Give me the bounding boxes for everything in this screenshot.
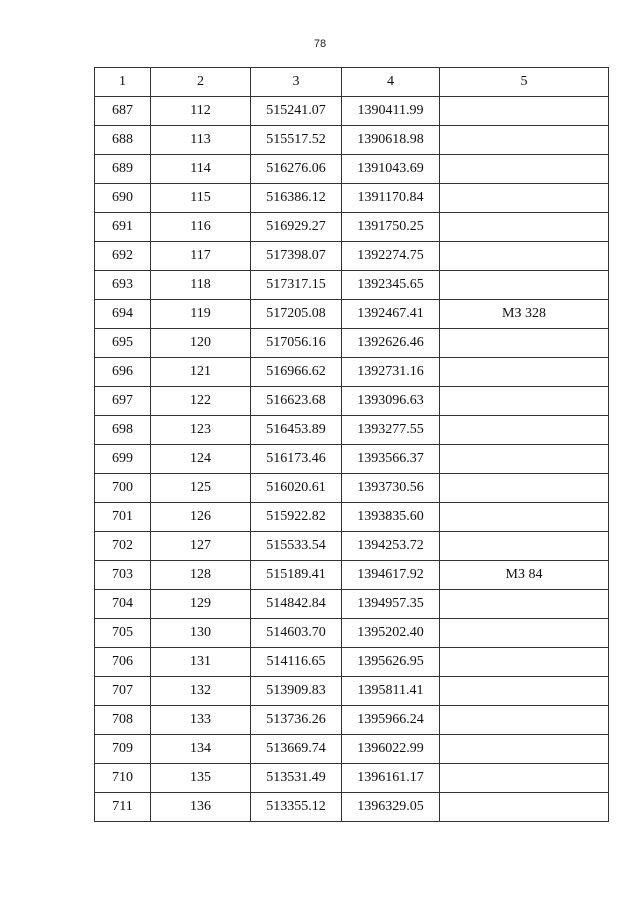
table-cell: 129 xyxy=(151,590,251,619)
table-cell: 1392467.41 xyxy=(342,300,440,329)
table-cell: 690 xyxy=(95,184,151,213)
table-cell: 1391043.69 xyxy=(342,155,440,184)
table-cell: 135 xyxy=(151,764,251,793)
table-cell: 1393730.56 xyxy=(342,474,440,503)
table-header xyxy=(95,68,609,97)
table-row xyxy=(95,155,609,184)
table-cell: 1393277.55 xyxy=(342,416,440,445)
table-cell: 517056.16 xyxy=(251,329,342,358)
column-header: 2 xyxy=(151,68,251,97)
table-cell: 705 xyxy=(95,619,151,648)
table-cell xyxy=(440,184,609,213)
table-row xyxy=(95,300,609,329)
table-cell: 118 xyxy=(151,271,251,300)
table-cell xyxy=(440,619,609,648)
table-cell: 513531.49 xyxy=(251,764,342,793)
table-cell: 1390411.99 xyxy=(342,97,440,126)
table-cell: 1394253.72 xyxy=(342,532,440,561)
table-row xyxy=(95,97,609,126)
table-cell: 123 xyxy=(151,416,251,445)
table-cell: 517205.08 xyxy=(251,300,342,329)
table-cell: 515517.52 xyxy=(251,126,342,155)
table-cell: 514842.84 xyxy=(251,590,342,619)
table-cell xyxy=(440,764,609,793)
table-cell: 113 xyxy=(151,126,251,155)
table-cell xyxy=(440,503,609,532)
table-row xyxy=(95,416,609,445)
column-header: 1 xyxy=(95,68,151,97)
table-row xyxy=(95,677,609,706)
table-row xyxy=(95,445,609,474)
table-cell: 1393096.63 xyxy=(342,387,440,416)
table-cell xyxy=(440,213,609,242)
table-cell xyxy=(440,271,609,300)
table-row xyxy=(95,503,609,532)
table-row xyxy=(95,590,609,619)
table-cell: 700 xyxy=(95,474,151,503)
table-cell xyxy=(440,126,609,155)
table-cell: 132 xyxy=(151,677,251,706)
table-cell: 1396161.17 xyxy=(342,764,440,793)
table-cell: 515241.07 xyxy=(251,97,342,126)
table-cell xyxy=(440,590,609,619)
table-cell: 1396022.99 xyxy=(342,735,440,764)
table-cell: 115 xyxy=(151,184,251,213)
table-cell: 704 xyxy=(95,590,151,619)
table-cell xyxy=(440,97,609,126)
table-cell: 710 xyxy=(95,764,151,793)
table-cell: МЗ 84 xyxy=(440,561,609,590)
table-cell: 1391170.84 xyxy=(342,184,440,213)
table-row xyxy=(95,706,609,735)
table-cell: 133 xyxy=(151,706,251,735)
table-cell: 125 xyxy=(151,474,251,503)
table-row xyxy=(95,358,609,387)
table-row xyxy=(95,793,609,822)
table-cell: 709 xyxy=(95,735,151,764)
table-cell: 515533.54 xyxy=(251,532,342,561)
table-cell: 126 xyxy=(151,503,251,532)
column-header: 4 xyxy=(342,68,440,97)
table-cell: 687 xyxy=(95,97,151,126)
table-cell: 703 xyxy=(95,561,151,590)
header-row xyxy=(95,68,609,97)
table-cell: 116 xyxy=(151,213,251,242)
table-cell: 517317.15 xyxy=(251,271,342,300)
table-cell: 1392274.75 xyxy=(342,242,440,271)
table-cell: 1390618.98 xyxy=(342,126,440,155)
table-cell: 127 xyxy=(151,532,251,561)
table-cell: 122 xyxy=(151,387,251,416)
table-cell: 119 xyxy=(151,300,251,329)
table-row xyxy=(95,184,609,213)
table-cell: 693 xyxy=(95,271,151,300)
table-cell: МЗ 328 xyxy=(440,300,609,329)
table-cell: 1392626.46 xyxy=(342,329,440,358)
table-row xyxy=(95,126,609,155)
table-cell: 114 xyxy=(151,155,251,184)
table-cell: 711 xyxy=(95,793,151,822)
table-cell: 708 xyxy=(95,706,151,735)
table-cell: 513909.83 xyxy=(251,677,342,706)
table-cell xyxy=(440,445,609,474)
table-cell: 516386.12 xyxy=(251,184,342,213)
table-cell: 516453.89 xyxy=(251,416,342,445)
table-row xyxy=(95,764,609,793)
table-row xyxy=(95,213,609,242)
table-cell: 698 xyxy=(95,416,151,445)
table-row xyxy=(95,387,609,416)
table-cell xyxy=(440,793,609,822)
table-cell: 517398.07 xyxy=(251,242,342,271)
table-cell: 695 xyxy=(95,329,151,358)
table-cell: 128 xyxy=(151,561,251,590)
table-cell: 516173.46 xyxy=(251,445,342,474)
table-cell: 516276.06 xyxy=(251,155,342,184)
table-cell: 131 xyxy=(151,648,251,677)
table-cell: 1391750.25 xyxy=(342,213,440,242)
table-row xyxy=(95,648,609,677)
table-cell: 514116.65 xyxy=(251,648,342,677)
table-cell xyxy=(440,242,609,271)
table-cell: 707 xyxy=(95,677,151,706)
table-cell: 515189.41 xyxy=(251,561,342,590)
table-cell: 516929.27 xyxy=(251,213,342,242)
table-cell: 1392345.65 xyxy=(342,271,440,300)
table-cell xyxy=(440,358,609,387)
column-header: 5 xyxy=(440,68,609,97)
table-row xyxy=(95,329,609,358)
table-cell: 1395626.95 xyxy=(342,648,440,677)
table-row xyxy=(95,735,609,764)
table-cell xyxy=(440,155,609,184)
table-row xyxy=(95,619,609,648)
table-cell: 513355.12 xyxy=(251,793,342,822)
table-row xyxy=(95,474,609,503)
table-cell: 706 xyxy=(95,648,151,677)
table-cell: 516623.68 xyxy=(251,387,342,416)
table-body xyxy=(95,97,609,822)
table-cell: 514603.70 xyxy=(251,619,342,648)
table-cell: 134 xyxy=(151,735,251,764)
table-cell: 1395202.40 xyxy=(342,619,440,648)
table-cell: 515922.82 xyxy=(251,503,342,532)
table-row xyxy=(95,271,609,300)
table-row xyxy=(95,242,609,271)
table-cell: 688 xyxy=(95,126,151,155)
table-cell: 136 xyxy=(151,793,251,822)
table-cell: 699 xyxy=(95,445,151,474)
coordinates-table xyxy=(94,67,609,822)
table-cell: 513669.74 xyxy=(251,735,342,764)
table-row xyxy=(95,532,609,561)
column-header: 3 xyxy=(251,68,342,97)
table-cell: 697 xyxy=(95,387,151,416)
table-cell xyxy=(440,329,609,358)
table-cell: 702 xyxy=(95,532,151,561)
table-cell: 1392731.16 xyxy=(342,358,440,387)
table-row xyxy=(95,561,609,590)
table-cell: 701 xyxy=(95,503,151,532)
table-cell: 689 xyxy=(95,155,151,184)
table-cell: 516020.61 xyxy=(251,474,342,503)
table-cell xyxy=(440,677,609,706)
table-cell xyxy=(440,474,609,503)
table-cell: 130 xyxy=(151,619,251,648)
table-cell xyxy=(440,532,609,561)
page-number: 78 xyxy=(313,38,327,50)
table-cell: 691 xyxy=(95,213,151,242)
table-cell xyxy=(440,387,609,416)
table-cell: 1393566.37 xyxy=(342,445,440,474)
table-cell: 120 xyxy=(151,329,251,358)
table-cell: 1396329.05 xyxy=(342,793,440,822)
table-cell: 516966.62 xyxy=(251,358,342,387)
table-cell: 1394957.35 xyxy=(342,590,440,619)
table-cell xyxy=(440,648,609,677)
table-cell xyxy=(440,706,609,735)
table-cell: 1393835.60 xyxy=(342,503,440,532)
table-cell: 694 xyxy=(95,300,151,329)
table-cell xyxy=(440,416,609,445)
table-cell: 121 xyxy=(151,358,251,387)
table-cell: 1395966.24 xyxy=(342,706,440,735)
table-cell: 696 xyxy=(95,358,151,387)
table-cell: 692 xyxy=(95,242,151,271)
table-cell: 1395811.41 xyxy=(342,677,440,706)
table-cell xyxy=(440,735,609,764)
table-cell: 513736.26 xyxy=(251,706,342,735)
table-cell: 112 xyxy=(151,97,251,126)
table-cell: 117 xyxy=(151,242,251,271)
table-cell: 124 xyxy=(151,445,251,474)
table-cell: 1394617.92 xyxy=(342,561,440,590)
